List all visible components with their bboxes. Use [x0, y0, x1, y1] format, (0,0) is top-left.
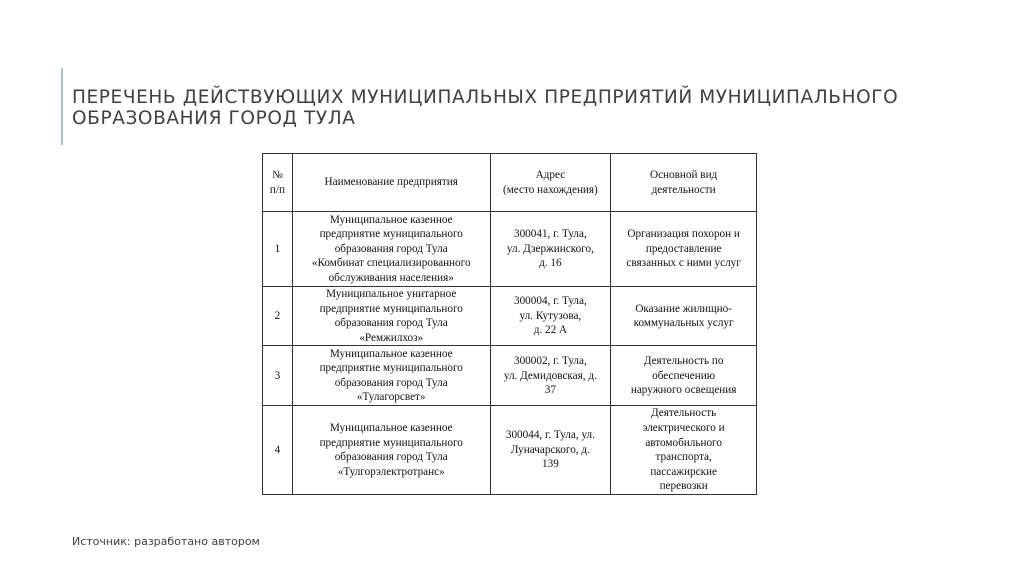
row-activity: Оказание жилищно- коммунальных услуг: [611, 287, 757, 346]
row-activity: Деятельность электрического и автомобильного транспорта, пассажирские перевозки: [611, 406, 757, 495]
slide-title-line: ПЕРЕЧЕНЬ ДЕЙСТВУЮЩИХ МУНИЦИПАЛЬНЫХ ПРЕДПРИЯТИЙ МУНИЦИПАЛЬНОГО: [72, 87, 899, 108]
row-address: 300002, г. Тула, ул. Демидовская, д. 37: [490, 346, 611, 406]
row-number: 3: [263, 346, 293, 406]
row-name: Муниципальное казенное предприятие муниципального образования город Тула «Комбинат специализированного обслуживания населения»: [292, 212, 490, 287]
row-name: Муниципальное унитарное предприятие муниципального образования город Тула «Ремжилхоз»: [292, 287, 490, 346]
header-number: № п/п: [263, 154, 293, 212]
enterprises-table: [262, 153, 757, 495]
row-number: 2: [263, 287, 293, 346]
table-row: [263, 287, 757, 346]
row-address: 300004, г. Тула, ул. Кутузова, д. 22 А: [490, 287, 611, 346]
row-address: 300044, г. Тула, ул. Луначарского, д. 139: [490, 406, 611, 495]
table-header-row: [263, 154, 757, 212]
source-note: Источник: разработано автором: [72, 535, 260, 548]
row-number: 4: [263, 406, 293, 495]
row-activity: Организация похорон и предоставление связанных с ними услуг: [611, 212, 757, 287]
row-activity: Деятельность по обеспечению наружного освещения: [611, 346, 757, 406]
slide-title: [72, 87, 972, 129]
row-address: 300041, г. Тула, ул. Дзержинского, д. 16: [490, 212, 611, 287]
table-row: [263, 212, 757, 287]
row-name: Муниципальное казенное предприятие муниципального образования город Тула «Тулагорсвет»: [292, 346, 490, 406]
header-name: Наименование предприятия: [292, 154, 490, 212]
header-address: Адрес (место нахождения): [490, 154, 611, 212]
title-accent-bar: [61, 68, 63, 145]
header-activity: Основной вид деятельности: [611, 154, 757, 212]
table-row: [263, 346, 757, 406]
slide-title-line: ОБРАЗОВАНИЯ ГОРОД ТУЛА: [72, 108, 356, 129]
row-name: Муниципальное казенное предприятие муниципального образования город Тула «Тулгорэлектротранс»: [292, 406, 490, 495]
table-row: [263, 406, 757, 495]
row-number: 1: [263, 212, 293, 287]
